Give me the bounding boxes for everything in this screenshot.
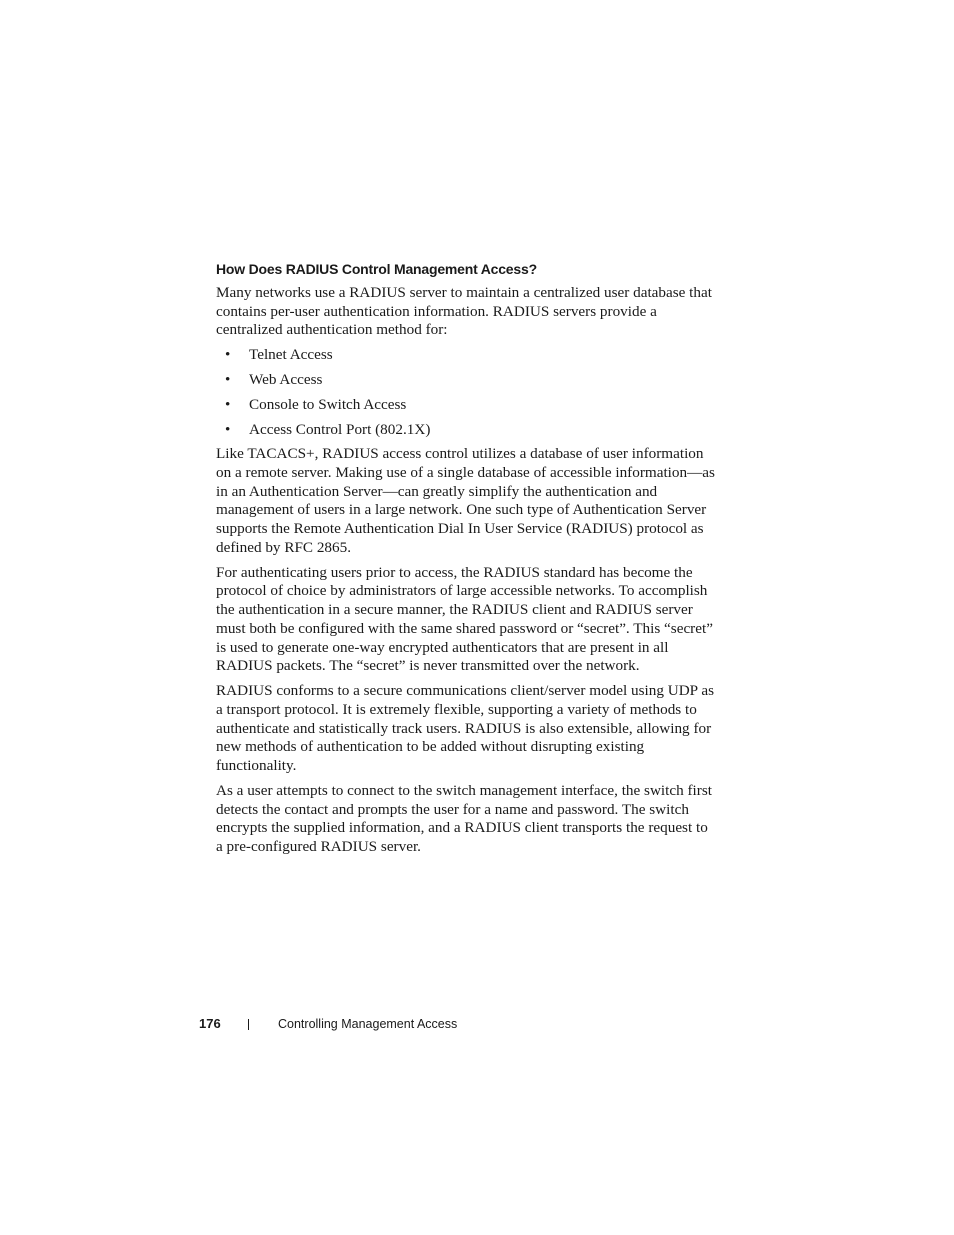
footer-divider — [248, 1019, 249, 1030]
list-item-text: Web Access — [249, 371, 323, 389]
list-item — [216, 396, 716, 415]
page-number: 176 — [199, 1016, 221, 1031]
intro-paragraph: Many networks use a RADIUS server to maintain a centralized user database that contains per-user authentication information. RADIUS servers provide a centralized authentication method for: — [216, 284, 712, 339]
body-paragraph: As a user attempts to connect to the switch management interface, the switch first detects the contact and prompts the user for a name and password. The switch encrypts the supplied information, and a RADIUS client transports the request to a pre-configured RADIUS server. — [216, 782, 712, 856]
bullet-glyph: • — [225, 395, 231, 413]
bullet-glyph: • — [225, 371, 231, 389]
access-methods-list — [216, 346, 716, 439]
body-paragraph: Like TACACS+, RADIUS access control utilizes a database of user information on a remote server. Making use of a single database of accessible information—as in an Authentication Server—can greatly simplify the authentication and management of users in a large network. One such type of Authentication Server supports the Remote Authentication Dial In User Service (RADIUS) protocol as defined by RFC 2865. — [216, 445, 715, 556]
list-item-text: Access Control Port (802.1X) — [249, 420, 431, 438]
list-item-text: Console to Switch Access — [249, 395, 407, 413]
section-heading: How Does RADIUS Control Management Access? — [216, 261, 537, 277]
body-paragraph: For authenticating users prior to access, the RADIUS standard has become the protocol of choice by administrators of large accessible networks. To accomplish the authentication in a secure manner, the RADIUS client and RADIUS server must both be configured with the same shared password or “secret”. This “secret” is used to generate one-way encrypted authenticators that are present in all RADIUS packets. The “secret” is never transmitted over the network. — [216, 563, 713, 675]
list-item-text: Telnet Access — [249, 346, 333, 364]
list-item — [216, 346, 716, 365]
bullet-glyph: • — [225, 420, 231, 438]
body-paragraph: RADIUS conforms to a secure communications client/server model using UDP as a transport protocol. It is extremely flexible, supporting a variety of methods to authenticate and statistically track users. RADIUS is also extensible, allowing for new methods of authentication to be added without disrupting existing functionality. — [216, 682, 714, 775]
list-item — [216, 421, 716, 440]
page-footer — [0, 1014, 954, 1034]
list-item — [216, 371, 716, 390]
chapter-title: Controlling Management Access — [278, 1017, 458, 1031]
page-content — [216, 259, 716, 863]
bullet-glyph: • — [225, 346, 231, 364]
